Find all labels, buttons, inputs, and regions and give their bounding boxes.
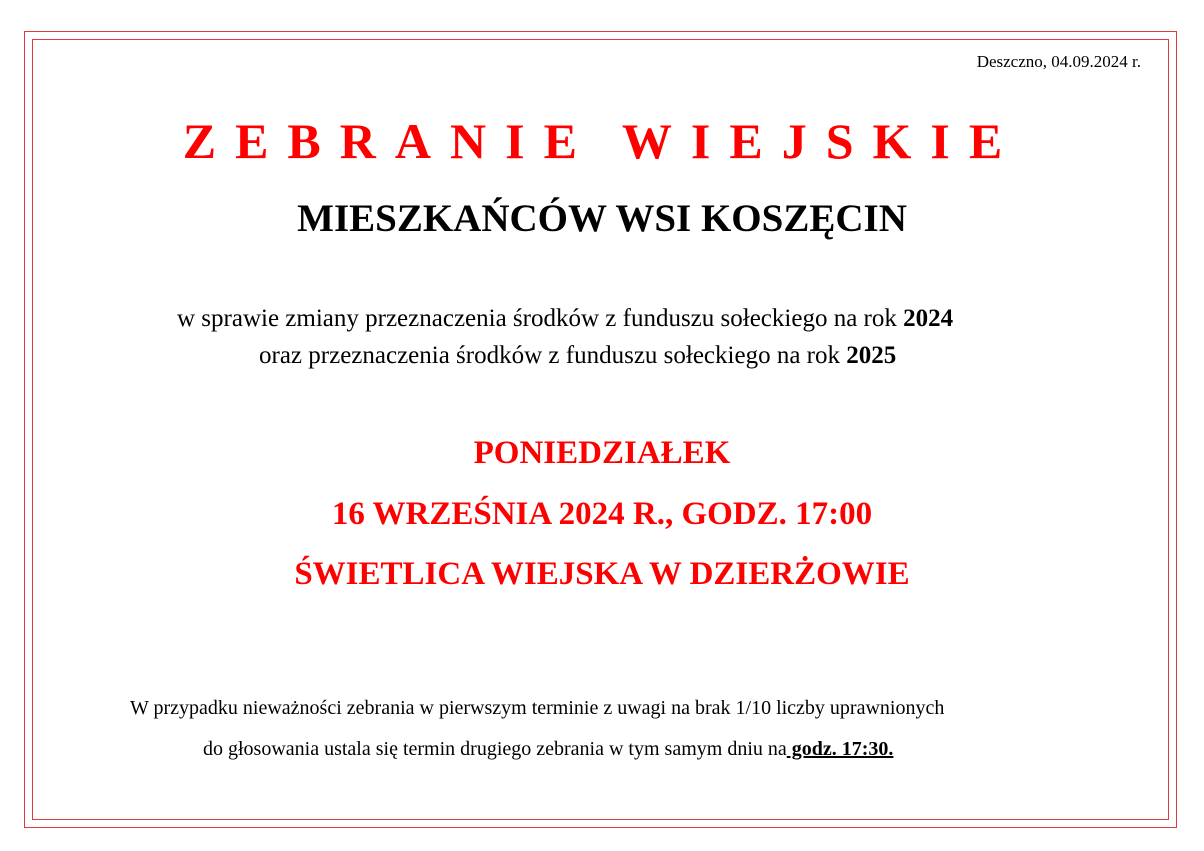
title-word-1: ZEBRANIE: [182, 113, 596, 169]
purpose-line-2: [259, 342, 896, 370]
title-word-2: WIEJSKIE: [621, 113, 1022, 169]
second-term-note-text: do głosowania ustala się termin drugiego zebrania w tym samym dniu na: [203, 738, 787, 760]
second-term-note-line-1: W przypadku nieważności zebrania w pierwszym terminie z uwagi na brak 1/10 liczby uprawnionych: [130, 697, 945, 719]
meeting-datetime: 16 WRZEŚNIA 2024 R., GODZ. 17:00: [331, 496, 873, 532]
purpose-year-2025: 2025: [846, 342, 897, 369]
purpose-line-1: [177, 305, 953, 333]
purpose-line-1-text: w sprawie zmiany przeznaczenia środków z funduszu sołeckiego na rok: [177, 305, 904, 332]
purpose-year-2024: 2024: [903, 305, 954, 332]
second-term-note-line-2: [203, 738, 893, 761]
document-date: Deszczno, 04.09.2024 r.: [976, 52, 1141, 71]
purpose-line-2-text: oraz przeznaczenia środków z funduszu sołeckiego na rok: [259, 342, 847, 369]
meeting-place: ŚWIETLICA WIEJSKA W DZIERŻOWIE: [294, 556, 910, 592]
announcement-subtitle: MIESZKAŃCÓW WSI KOSZĘCIN: [297, 197, 907, 240]
meeting-day: PONIEDZIAŁEK: [473, 435, 731, 471]
announcement-title: [0, 112, 1204, 170]
second-term-time: godz. 17:30.: [786, 738, 894, 760]
